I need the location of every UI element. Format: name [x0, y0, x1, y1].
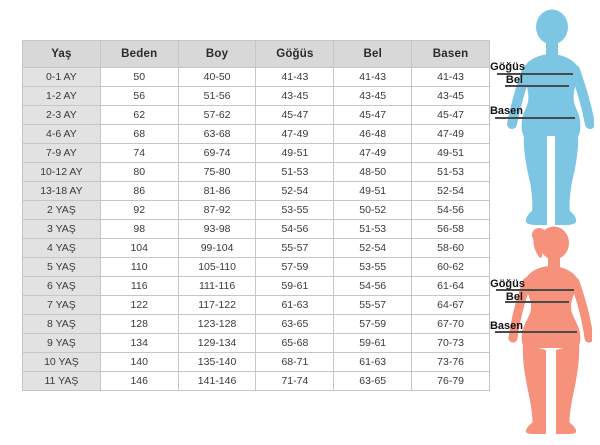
value-cell: 92: [100, 201, 178, 220]
value-cell: 51-53: [256, 163, 334, 182]
table-row: [23, 239, 490, 258]
table-row: [23, 315, 490, 334]
table-row: [23, 372, 490, 391]
age-cell: 8 YAŞ: [23, 315, 101, 334]
value-cell: 146: [100, 372, 178, 391]
girl-hip-label: Basen: [489, 320, 523, 332]
value-cell: 41-43: [412, 68, 490, 87]
column-header: Basen: [412, 41, 490, 68]
value-cell: 52-54: [412, 182, 490, 201]
value-cell: 65-68: [256, 334, 334, 353]
value-cell: 111-116: [178, 277, 256, 296]
size-table-header: [23, 41, 490, 68]
age-cell: 1-2 AY: [23, 87, 101, 106]
value-cell: 63-65: [256, 315, 334, 334]
boy-hip-measure-line: [495, 117, 575, 119]
age-cell: 7-9 AY: [23, 144, 101, 163]
boy-right-leg: [555, 132, 578, 212]
value-cell: 54-56: [334, 277, 412, 296]
value-cell: 58-60: [412, 239, 490, 258]
value-cell: 110: [100, 258, 178, 277]
value-cell: 63-68: [178, 125, 256, 144]
table-row: [23, 144, 490, 163]
value-cell: 81-86: [178, 182, 256, 201]
value-cell: 41-43: [334, 68, 412, 87]
value-cell: 74: [100, 144, 178, 163]
table-row: [23, 220, 490, 239]
value-cell: 86: [100, 182, 178, 201]
value-cell: 61-63: [256, 296, 334, 315]
table-row: [23, 106, 490, 125]
table-row: [23, 277, 490, 296]
value-cell: 56: [100, 87, 178, 106]
value-cell: 52-54: [256, 182, 334, 201]
boy-waist-label: Bel: [505, 74, 523, 86]
column-header: Bel: [334, 41, 412, 68]
value-cell: 54-56: [256, 220, 334, 239]
value-cell: 55-57: [256, 239, 334, 258]
value-cell: 45-47: [334, 106, 412, 125]
value-cell: 40-50: [178, 68, 256, 87]
value-cell: 76-79: [412, 372, 490, 391]
boy-left-leg: [524, 132, 547, 212]
value-cell: 60-62: [412, 258, 490, 277]
table-row: [23, 87, 490, 106]
value-cell: 62: [100, 106, 178, 125]
table-row: [23, 182, 490, 201]
boy-left-foot: [526, 211, 547, 225]
value-cell: 49-51: [256, 144, 334, 163]
value-cell: 75-80: [178, 163, 256, 182]
boy-right-foot: [555, 211, 576, 225]
value-cell: 56-58: [412, 220, 490, 239]
girl-left-foot: [526, 423, 546, 434]
table-row: [23, 296, 490, 315]
value-cell: 51-53: [412, 163, 490, 182]
value-cell: 98: [100, 220, 178, 239]
value-cell: 64-67: [412, 296, 490, 315]
value-cell: 59-61: [334, 334, 412, 353]
table-row: [23, 258, 490, 277]
age-cell: 3 YAŞ: [23, 220, 101, 239]
value-cell: 93-98: [178, 220, 256, 239]
size-table-header-row: [23, 41, 490, 68]
value-cell: 47-49: [334, 144, 412, 163]
value-cell: 61-63: [334, 353, 412, 372]
value-cell: 57-59: [334, 315, 412, 334]
boy-torso: [522, 54, 581, 136]
value-cell: 55-57: [334, 296, 412, 315]
size-table: [22, 40, 490, 391]
age-cell: 11 YAŞ: [23, 372, 101, 391]
value-cell: 57-62: [178, 106, 256, 125]
value-cell: 41-43: [256, 68, 334, 87]
value-cell: 99-104: [178, 239, 256, 258]
value-cell: 61-64: [412, 277, 490, 296]
column-header: Yaş: [23, 41, 101, 68]
size-table-body: [23, 68, 490, 391]
value-cell: 53-55: [334, 258, 412, 277]
girl-right-foot: [556, 423, 576, 434]
girl-torso: [522, 266, 581, 348]
girl-chest-label: Göğüs: [490, 278, 525, 290]
value-cell: 63-65: [334, 372, 412, 391]
value-cell: 123-128: [178, 315, 256, 334]
age-cell: 10 YAŞ: [23, 353, 101, 372]
age-cell: 2-3 AY: [23, 106, 101, 125]
value-cell: 51-53: [334, 220, 412, 239]
value-cell: 135-140: [178, 353, 256, 372]
value-cell: 129-134: [178, 334, 256, 353]
value-cell: 117-122: [178, 296, 256, 315]
value-cell: 49-51: [334, 182, 412, 201]
value-cell: 45-47: [256, 106, 334, 125]
value-cell: 68: [100, 125, 178, 144]
value-cell: 57-59: [256, 258, 334, 277]
table-row: [23, 334, 490, 353]
boy-hip-label: Basen: [489, 105, 523, 117]
value-cell: 69-74: [178, 144, 256, 163]
column-header: Beden: [100, 41, 178, 68]
value-cell: 53-55: [256, 201, 334, 220]
girl-left-leg: [523, 344, 546, 425]
value-cell: 51-56: [178, 87, 256, 106]
value-cell: 54-56: [412, 201, 490, 220]
table-row: [23, 353, 490, 372]
value-cell: 67-70: [412, 315, 490, 334]
value-cell: 50: [100, 68, 178, 87]
age-cell: 5 YAŞ: [23, 258, 101, 277]
value-cell: 122: [100, 296, 178, 315]
age-cell: 6 YAŞ: [23, 277, 101, 296]
value-cell: 73-76: [412, 353, 490, 372]
value-cell: 140: [100, 353, 178, 372]
value-cell: 50-52: [334, 201, 412, 220]
value-cell: 43-45: [256, 87, 334, 106]
value-cell: 52-54: [334, 239, 412, 258]
girl-waist-label: Bel: [505, 291, 523, 303]
boy-chest-label: Göğüs: [490, 61, 525, 73]
value-cell: 45-47: [412, 106, 490, 125]
table-row: [23, 68, 490, 87]
age-cell: 4 YAŞ: [23, 239, 101, 258]
value-cell: 43-45: [412, 87, 490, 106]
value-cell: 68-71: [256, 353, 334, 372]
value-cell: 46-48: [334, 125, 412, 144]
value-cell: 71-74: [256, 372, 334, 391]
value-cell: 141-146: [178, 372, 256, 391]
value-cell: 48-50: [334, 163, 412, 182]
age-cell: 4-6 AY: [23, 125, 101, 144]
value-cell: 87-92: [178, 201, 256, 220]
age-cell: 2 YAŞ: [23, 201, 101, 220]
age-cell: 13-18 AY: [23, 182, 101, 201]
value-cell: 105-110: [178, 258, 256, 277]
age-cell: 7 YAŞ: [23, 296, 101, 315]
value-cell: 47-49: [256, 125, 334, 144]
value-cell: 47-49: [412, 125, 490, 144]
value-cell: 43-45: [334, 87, 412, 106]
table-row: [23, 163, 490, 182]
age-cell: 10-12 AY: [23, 163, 101, 182]
value-cell: 104: [100, 239, 178, 258]
column-header: Boy: [178, 41, 256, 68]
value-cell: 80: [100, 163, 178, 182]
girl-right-leg: [556, 344, 579, 425]
value-cell: 128: [100, 315, 178, 334]
table-row: [23, 201, 490, 220]
value-cell: 59-61: [256, 277, 334, 296]
age-cell: 0-1 AY: [23, 68, 101, 87]
column-header: Göğüs: [256, 41, 334, 68]
age-cell: 9 YAŞ: [23, 334, 101, 353]
table-row: [23, 125, 490, 144]
value-cell: 116: [100, 277, 178, 296]
value-cell: 134: [100, 334, 178, 353]
value-cell: 49-51: [412, 144, 490, 163]
value-cell: 70-73: [412, 334, 490, 353]
